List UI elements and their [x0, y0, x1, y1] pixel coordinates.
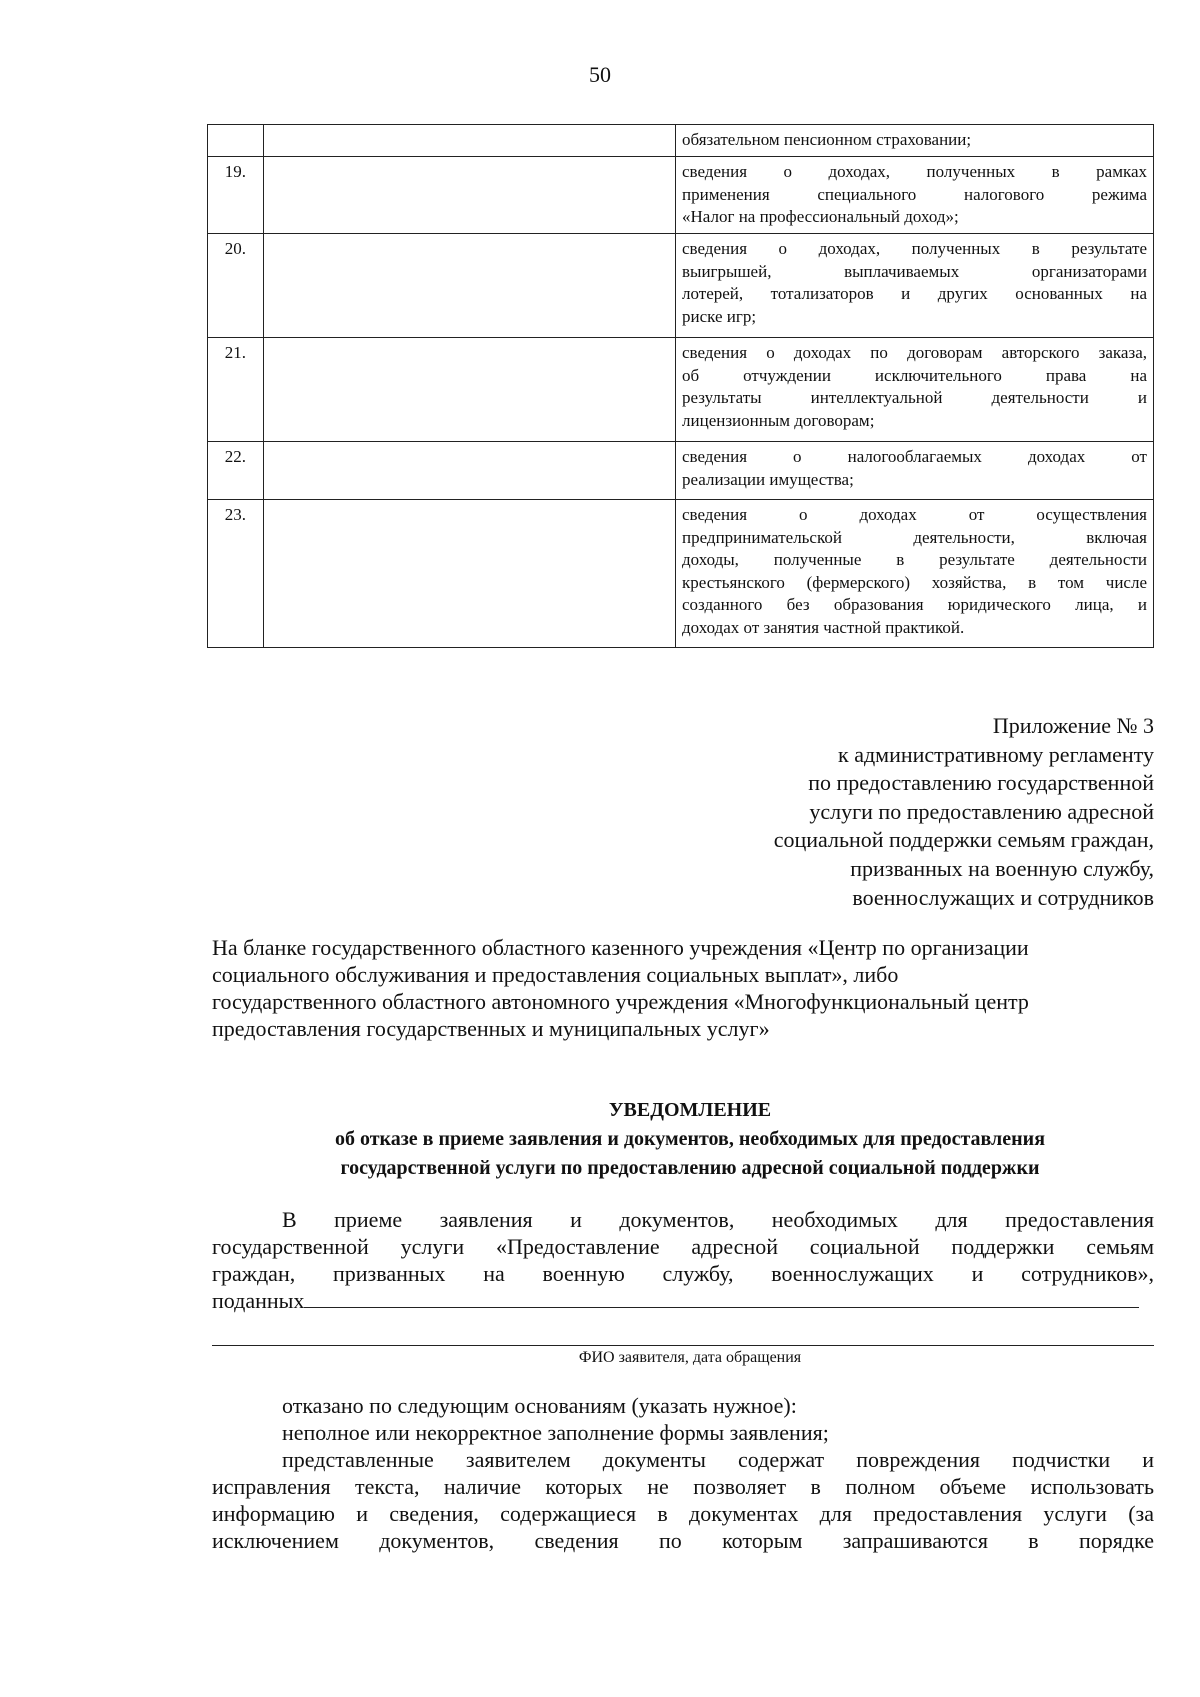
row-number: 23.: [208, 500, 264, 648]
description-line: сведения о доходах от осуществления: [682, 505, 1147, 524]
paragraph-line: граждан, призванных на военную службу, военнослужащих и сотрудников»,: [212, 1261, 1154, 1286]
appendix-line: Приложение № 3: [992, 713, 1154, 738]
appendix-line: военнослужащих и сотрудников: [852, 884, 1154, 910]
notice-heading: УВЕДОМЛЕНИЕ: [608, 1099, 772, 1121]
paragraph-line: [212, 1287, 1154, 1314]
grounds-intro: отказано по следующим основаниям (указать нужное):: [282, 1393, 797, 1418]
income-table: [207, 124, 1154, 648]
description-line: лотерей, тотализаторов и других основанных на: [682, 284, 1147, 303]
field-caption: ФИО заявителя, дата обращения: [578, 1349, 802, 1366]
appendix-line: призванных на военную службу,: [850, 855, 1154, 881]
appendix-note: [634, 712, 1154, 912]
row-middle-cell: [263, 157, 675, 234]
description-line: риске игр;: [682, 306, 757, 326]
paragraph-line: В приеме заявления и документов, необходимых для предоставления: [282, 1207, 1154, 1232]
ground-line: исправления текста, наличие которых не позволяет в полном объеме использовать: [212, 1474, 1154, 1499]
table-row: [208, 338, 1154, 442]
row-description: [676, 125, 1154, 157]
description-line: обязательном пенсионном страховании;: [682, 130, 972, 149]
appendix-line: по предоставлению государственной: [808, 770, 1154, 796]
notice-subtitle: государственной услуги по предоставлению адресной социальной поддержки: [340, 1157, 1040, 1179]
row-description: [676, 234, 1154, 338]
blank-note-line: На бланке государственного областного казенного учреждения «Центр по организации: [212, 935, 1029, 960]
table-body: [208, 125, 1154, 648]
row-description: [676, 500, 1154, 648]
description-line: доходах от занятия частной практикой.: [682, 617, 965, 637]
description-line: предпринимательской деятельности, включая: [682, 527, 1147, 547]
description-line: сведения о налогооблагаемых доходах от: [682, 447, 1147, 466]
appendix-line: к административному регламенту: [838, 741, 1154, 767]
applicant-full-line[interactable]: [212, 1345, 1154, 1346]
row-description: [676, 157, 1154, 234]
description-line: реализации имущества;: [682, 469, 854, 489]
blank-note-line: социального обслуживания и предоставления социальных выплат», либо: [212, 962, 899, 987]
description-line: созданного без образования юридического лица, и: [682, 595, 1147, 614]
description-line: крестьянского (фермерского) хозяйства, в том числе: [682, 572, 1147, 592]
table-row: [208, 157, 1154, 234]
description-line: результаты интеллектуальной деятельности и: [682, 388, 1147, 407]
description-line: лицензионным договорам;: [682, 410, 875, 430]
ground-line: представленные заявителем документы содержат повреждения подчистки и: [282, 1447, 1154, 1472]
row-middle-cell: [263, 234, 675, 338]
refusal-paragraph: [212, 1206, 1154, 1314]
row-middle-cell: [263, 125, 675, 157]
grounds-paragraph: [212, 1392, 1154, 1554]
appendix-line: услуги по предоставлению адресной: [809, 798, 1154, 824]
description-line: сведения о доходах по договорам авторского заказа,: [682, 343, 1147, 362]
ground-line: информацию и сведения, содержащиеся в документах для предоставления услуги (за: [212, 1501, 1154, 1526]
notice-subtitle: об отказе в приеме заявления и документов, необходимых для предоставления: [334, 1128, 1046, 1150]
paragraph-line: государственной услуги «Предоставление адресной социальной поддержки семьям: [212, 1234, 1154, 1259]
page-number: 50: [589, 62, 611, 87]
appendix-line: социальной поддержки семьям граждан,: [773, 827, 1154, 853]
description-line: доходы, полученные в результате деятельности: [682, 550, 1147, 569]
row-number: 20.: [208, 234, 264, 338]
table-row: [208, 500, 1154, 648]
ground-line: исключением документов, сведения по которым запрашиваются в порядке: [212, 1528, 1154, 1553]
row-number: 21.: [208, 338, 264, 442]
table-row: [208, 442, 1154, 500]
applicant-blank-line[interactable]: [304, 1287, 1139, 1308]
blank-note-line: государственного областного автономного учреждения «Многофункциональный центр: [212, 989, 1029, 1014]
row-middle-cell: [263, 500, 675, 648]
description-line: выигрышей, выплачиваемых организаторами: [682, 261, 1147, 281]
submitted-label: поданных: [212, 1288, 305, 1313]
row-number: 22.: [208, 442, 264, 500]
ground-item: неполное или некорректное заполнение формы заявления;: [282, 1420, 829, 1445]
blank-note: [212, 934, 1142, 1042]
description-line: сведения о доходах, полученных в рамках: [682, 162, 1147, 181]
table-row: [208, 125, 1154, 157]
row-description: [676, 442, 1154, 500]
row-number: 19.: [208, 157, 264, 234]
table-row: [208, 234, 1154, 338]
row-number: [208, 125, 264, 157]
description-line: об отчуждении исключительного права на: [682, 365, 1147, 385]
blank-note-line: предоставления государственных и муниципальных услуг»: [212, 1016, 770, 1041]
notice-title: [0, 1096, 1200, 1183]
description-line: применения специального налогового режима: [682, 184, 1147, 204]
row-middle-cell: [263, 442, 675, 500]
description-line: сведения о доходах, полученных в результате: [682, 239, 1147, 258]
description-line: «Налог на профессиональный доход»;: [682, 207, 959, 226]
row-middle-cell: [263, 338, 675, 442]
row-description: [676, 338, 1154, 442]
